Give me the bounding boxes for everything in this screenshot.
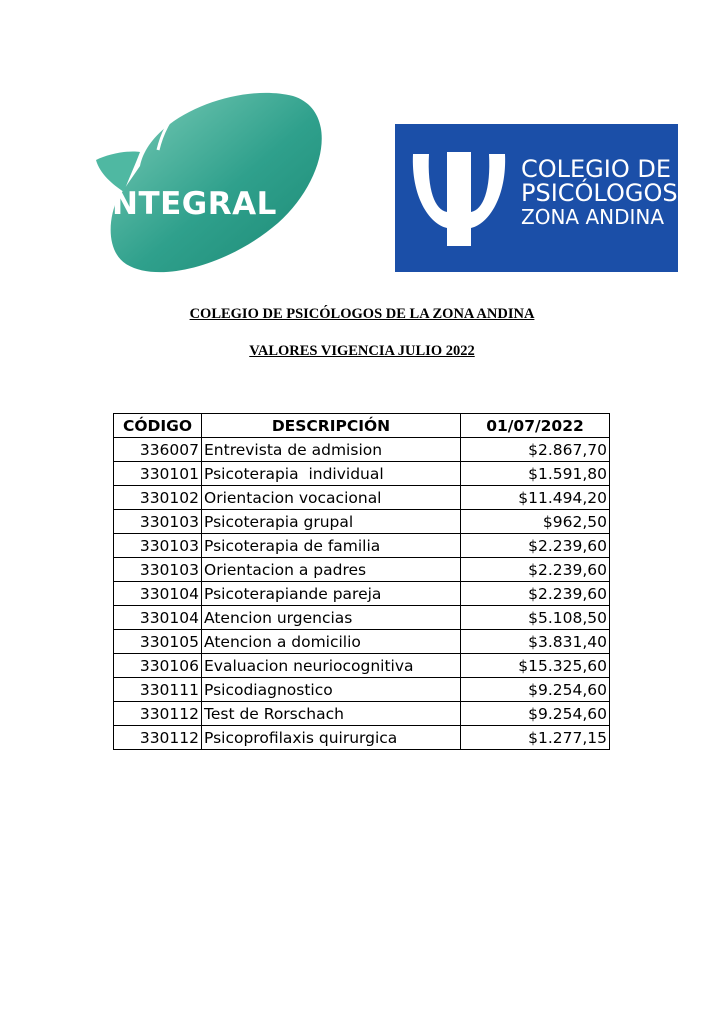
row-description: Evaluacion neuriocognitiva <box>202 654 461 678</box>
table-row <box>114 726 610 750</box>
row-price: $1.277,15 <box>461 726 610 750</box>
row-description: Psicoterapia de familia <box>202 534 461 558</box>
table-row <box>114 582 610 606</box>
table-row <box>114 534 610 558</box>
header-descripcion: DESCRIPCIÓN <box>202 414 461 438</box>
row-price: $962,50 <box>461 510 610 534</box>
colegio-line-1: COLEGIO DE <box>521 155 672 183</box>
table-header-row <box>114 414 610 438</box>
row-description: Atencion urgencias <box>202 606 461 630</box>
row-description: Psicoterapia grupal <box>202 510 461 534</box>
row-code: 330101 <box>114 462 202 486</box>
row-description: Psicoterapia individual <box>202 462 461 486</box>
header-fecha: 01/07/2022 <box>461 414 610 438</box>
row-description: Psicodiagnostico <box>202 678 461 702</box>
row-price: $2.239,60 <box>461 558 610 582</box>
row-code: 330112 <box>114 726 202 750</box>
row-price: $5.108,50 <box>461 606 610 630</box>
table-row <box>114 462 610 486</box>
table-row <box>114 630 610 654</box>
row-price: $2.239,60 <box>461 582 610 606</box>
integral-wordmark: INTEGRAL <box>100 186 277 222</box>
row-description: Orientacion a padres <box>202 558 461 582</box>
integral-logo <box>88 88 328 278</box>
table-row <box>114 558 610 582</box>
row-code: 330111 <box>114 678 202 702</box>
row-code: 330103 <box>114 558 202 582</box>
row-description: Psicoterapiande pareja <box>202 582 461 606</box>
table-row <box>114 678 610 702</box>
price-table <box>113 413 610 750</box>
row-code: 330103 <box>114 510 202 534</box>
table-row <box>114 438 610 462</box>
row-price: $9.254,60 <box>461 678 610 702</box>
colegio-line-3: ZONA ANDINA <box>521 205 665 229</box>
colegio-logo <box>395 124 678 272</box>
row-price: $11.494,20 <box>461 486 610 510</box>
row-price: $9.254,60 <box>461 702 610 726</box>
table-row <box>114 606 610 630</box>
row-code: 330106 <box>114 654 202 678</box>
colegio-line-2: PSICÓLOGOS <box>521 179 678 207</box>
row-description: Entrevista de admision <box>202 438 461 462</box>
header-codigo: CÓDIGO <box>114 414 202 438</box>
table-row <box>114 486 610 510</box>
row-price: $3.831,40 <box>461 630 610 654</box>
integral-leaf-icon <box>88 88 328 278</box>
row-description: Atencion a domicilio <box>202 630 461 654</box>
row-code: 336007 <box>114 438 202 462</box>
table-row <box>114 702 610 726</box>
row-price: $2.239,60 <box>461 534 610 558</box>
row-price: $1.591,80 <box>461 462 610 486</box>
row-description: Psicoprofilaxis quirurgica <box>202 726 461 750</box>
row-code: 330105 <box>114 630 202 654</box>
row-price: $15.325,60 <box>461 654 610 678</box>
row-price: $2.867,70 <box>461 438 610 462</box>
colegio-wordmark <box>521 157 678 229</box>
document-title: COLEGIO DE PSICÓLOGOS DE LA ZONA ANDINA <box>189 306 535 322</box>
row-description: Test de Rorschach <box>202 702 461 726</box>
row-code: 330103 <box>114 534 202 558</box>
table-row <box>114 510 610 534</box>
row-code: 330104 <box>114 606 202 630</box>
table-row <box>114 654 610 678</box>
row-code: 330112 <box>114 702 202 726</box>
row-description: Orientacion vocacional <box>202 486 461 510</box>
row-code: 330104 <box>114 582 202 606</box>
document-subtitle: VALORES VIGENCIA JULIO 2022 <box>249 343 475 359</box>
row-code: 330102 <box>114 486 202 510</box>
psi-symbol-icon <box>407 146 511 254</box>
